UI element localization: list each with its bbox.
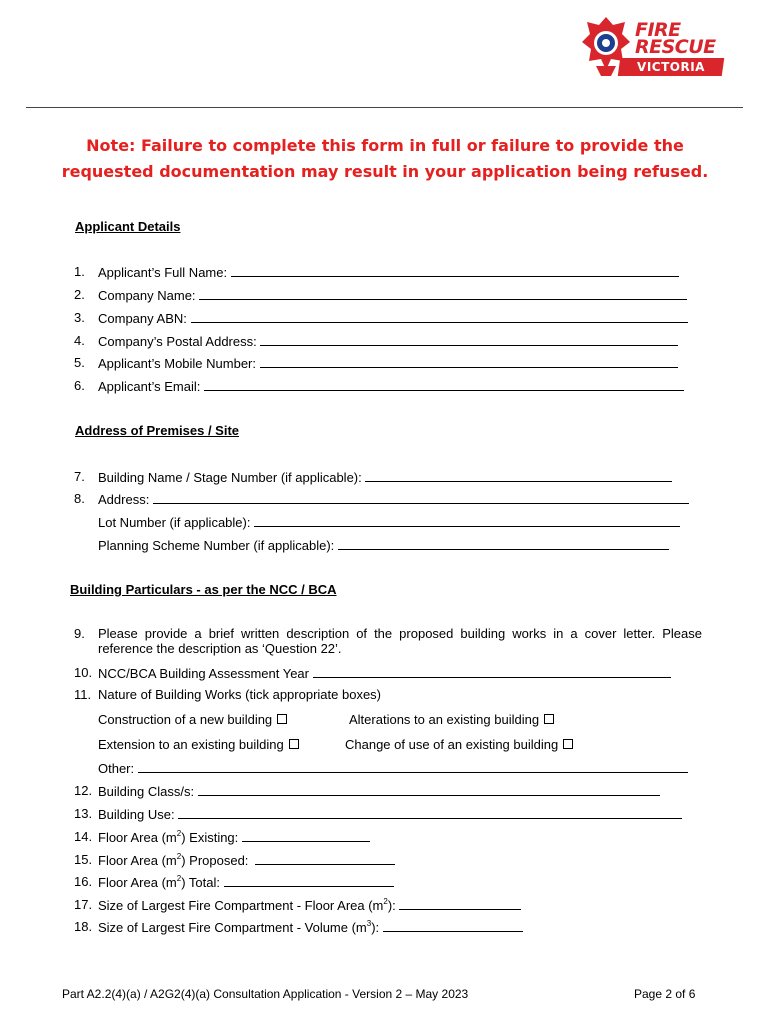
field-label-post: ) Proposed: [181, 853, 249, 868]
item-number: 8. [74, 491, 85, 506]
fill-line[interactable] [260, 355, 678, 368]
site-address-field[interactable] [98, 491, 689, 507]
item-number: 13. [74, 806, 93, 821]
mobile-number-field[interactable] [98, 355, 678, 371]
floor-area-existing-field[interactable] [98, 829, 370, 845]
superscript: 2 [383, 896, 388, 906]
field-label: Planning Scheme Number (if applicable): [98, 538, 335, 553]
superscript: 3 [366, 918, 372, 928]
description-instruction: Please provide a brief written description of the proposed building works in a cover letter. Please reference the description as ‘Question 22’. [98, 626, 702, 656]
field-label: Building Use: [98, 807, 175, 822]
field-label: Building Name / Stage Number (if applicable): [98, 470, 362, 485]
floor-area-total-field[interactable] [98, 874, 394, 890]
field-label: Applicant’s Email: [98, 379, 201, 394]
field-label: Building Class/s: [98, 784, 195, 799]
building-class-field[interactable] [98, 783, 660, 799]
item-number: 3. [74, 310, 85, 325]
item-number: 9. [74, 626, 85, 641]
building-name-field[interactable] [98, 469, 672, 485]
applicant-email-field[interactable] [98, 378, 684, 394]
field-label: Address: [98, 492, 150, 507]
header-divider [26, 107, 743, 108]
company-abn-field[interactable] [98, 310, 688, 326]
item-number: 16. [74, 874, 93, 889]
item-number: 12. [74, 783, 93, 798]
field-label: NCC/BCA Building Assessment Year [98, 666, 309, 681]
footer-page-number: Page 2 of 6 [634, 987, 696, 1001]
fill-line[interactable] [199, 287, 687, 300]
other-works-field[interactable] [98, 760, 688, 776]
item-number: 7. [74, 469, 85, 484]
field-label-post: ) Existing: [181, 830, 239, 845]
field-label-post: ) Total: [181, 875, 220, 890]
logo-victoria-text: VICTORIA [637, 60, 705, 74]
fill-line[interactable] [255, 852, 395, 865]
fill-line[interactable] [204, 378, 684, 391]
field-label-pre: Size of Largest Fire Compartment - Floor Area (m [98, 898, 384, 913]
fill-line[interactable] [178, 806, 682, 819]
fill-line[interactable] [260, 333, 678, 346]
field-label-pre: Floor Area (m [98, 830, 177, 845]
superscript: 2 [176, 851, 182, 861]
item-number: 11. [74, 687, 92, 702]
applicant-full-name-field[interactable] [98, 264, 679, 280]
fill-line[interactable] [224, 874, 394, 887]
logo-fire-text: FIRE [635, 19, 681, 41]
item-number: 17. [74, 897, 93, 912]
fill-line[interactable] [338, 537, 669, 550]
field-label: Company Name: [98, 288, 196, 303]
option-label: Extension to an existing building [98, 737, 284, 752]
nature-of-works-label: Nature of Building Works (tick appropriate boxes) [98, 687, 381, 702]
field-label-post: ): [387, 898, 396, 913]
checkbox-new-building[interactable] [98, 712, 287, 727]
field-label: Company’s Postal Address: [98, 334, 257, 349]
item-number: 10. [74, 665, 93, 680]
field-label: Other: [98, 761, 135, 776]
lot-number-field[interactable] [98, 514, 680, 530]
fill-line[interactable] [313, 665, 671, 678]
field-label: Company ABN: [98, 311, 187, 326]
field-label-pre: Floor Area (m [98, 875, 177, 890]
fire-rescue-victoria-logo [581, 16, 727, 78]
checkbox-icon[interactable] [289, 739, 299, 749]
fill-line[interactable] [138, 760, 688, 773]
postal-address-field[interactable] [98, 333, 678, 349]
checkbox-change-of-use[interactable] [345, 737, 573, 752]
company-name-field[interactable] [98, 287, 687, 303]
fill-line[interactable] [383, 919, 523, 932]
fill-line[interactable] [399, 897, 521, 910]
field-label: Applicant’s Mobile Number: [98, 356, 256, 371]
floor-area-proposed-field[interactable] [98, 852, 395, 868]
fill-line[interactable] [198, 783, 660, 796]
section-heading-building: Building Particulars - as per the NCC / BCA [70, 582, 337, 597]
option-label: Alterations to an existing building [349, 712, 540, 727]
fill-line[interactable] [365, 469, 672, 482]
fill-line[interactable] [254, 514, 680, 527]
field-label-pre: Floor Area (m [98, 853, 177, 868]
superscript: 2 [176, 873, 182, 883]
item-number: 14. [74, 829, 93, 844]
item-number: 2. [74, 287, 85, 302]
item-number: 5. [74, 355, 85, 370]
field-label-pre: Size of Largest Fire Compartment - Volume (m [98, 920, 367, 935]
item-number: 6. [74, 378, 85, 393]
fill-line[interactable] [191, 310, 688, 323]
checkbox-extension[interactable] [98, 737, 299, 752]
superscript: 2 [176, 828, 182, 838]
option-label: Change of use of an existing building [345, 737, 559, 752]
fill-line[interactable] [242, 829, 370, 842]
fire-compartment-area-field[interactable] [98, 897, 521, 913]
logo-rescue-text: RESCUE [635, 36, 716, 58]
fill-line[interactable] [153, 491, 689, 504]
warning-note: Note: Failure to complete this form in full or failure to provide the requested documentation may result in your application being refused. [61, 136, 709, 181]
field-label: Applicant’s Full Name: [98, 265, 228, 280]
footer-document-title: Part A2.2(4)(a) / A2G2(4)(a) Consultation Application - Version 2 – May 2023 [62, 987, 469, 1001]
field-label-post: ): [371, 920, 380, 935]
checkbox-icon[interactable] [563, 739, 573, 749]
item-number: 1. [74, 264, 85, 279]
checkbox-icon[interactable] [277, 714, 287, 724]
fire-compartment-volume-field[interactable] [98, 919, 523, 935]
building-use-field[interactable] [98, 806, 682, 822]
item-number: 18. [74, 919, 93, 934]
section-heading-applicant: Applicant Details [75, 219, 181, 234]
fill-line[interactable] [231, 264, 679, 277]
section-heading-premises: Address of Premises / Site [75, 423, 240, 438]
item-number: 15. [74, 852, 93, 867]
checkbox-alterations[interactable] [349, 712, 554, 727]
checkbox-icon[interactable] [544, 714, 554, 724]
option-label: Construction of a new building [98, 712, 273, 727]
assessment-year-field[interactable] [98, 665, 671, 681]
field-label: Lot Number (if applicable): [98, 515, 251, 530]
item-number: 4. [74, 333, 85, 348]
planning-scheme-field[interactable] [98, 537, 669, 553]
